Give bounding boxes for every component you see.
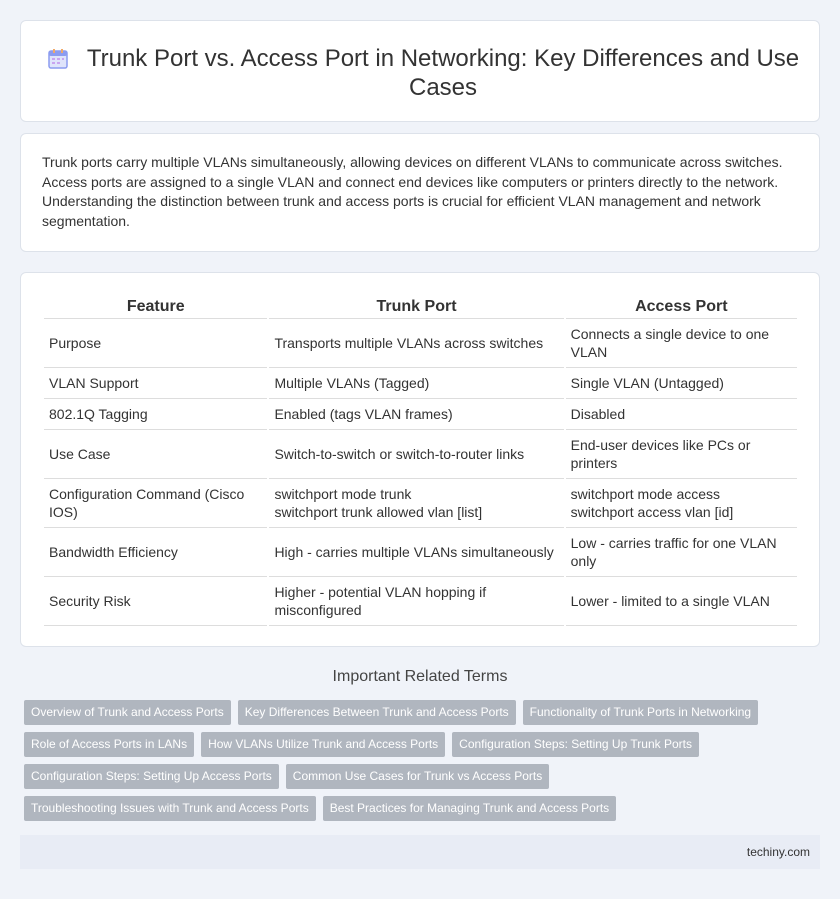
- table-cell: Use Case: [44, 430, 267, 479]
- config-command-line: switchport mode trunk: [274, 486, 412, 502]
- table-cell: Low - carries traffic for one VLAN only: [566, 528, 797, 577]
- table-cell: Security Risk: [44, 577, 267, 626]
- table-cell: Enabled (tags VLAN frames): [269, 399, 563, 430]
- table-cell: [566, 479, 797, 528]
- footer: [20, 835, 820, 869]
- table-row: [44, 479, 797, 528]
- comparison-table: [42, 295, 799, 626]
- related-tag[interactable]: Key Differences Between Trunk and Access Ports: [238, 700, 516, 725]
- table-cell: Transports multiple VLANs across switches: [269, 319, 563, 368]
- related-tag[interactable]: Configuration Steps: Setting Up Access Ports: [24, 764, 279, 789]
- intro-text: Trunk ports carry multiple VLANs simultaneously, allowing devices on different VLANs to communicate across switches. Access ports are assigned to a single VLAN and connect end devices like computers or printers directly to the network. Understanding the distinction between trunk and access ports is crucial for efficient VLAN management and network segmentation.: [42, 154, 783, 229]
- related-tags: [24, 700, 824, 828]
- comparison-table-card: [20, 272, 820, 647]
- calendar-icon: [47, 48, 69, 70]
- table-cell: Multiple VLANs (Tagged): [269, 368, 563, 399]
- table-header: Access Port: [566, 295, 797, 319]
- config-command-line: switchport trunk allowed vlan [list]: [274, 504, 483, 520]
- table-cell: VLAN Support: [44, 368, 267, 399]
- header-card: [20, 20, 820, 122]
- table-row: [44, 528, 797, 577]
- table-cell: Bandwidth Efficiency: [44, 528, 267, 577]
- table-cell: [269, 479, 563, 528]
- table-header: Feature: [44, 295, 267, 319]
- table-cell: Disabled: [566, 399, 797, 430]
- related-tag[interactable]: Common Use Cases for Trunk vs Access Ports: [286, 764, 549, 789]
- related-tag[interactable]: Best Practices for Managing Trunk and Access Ports: [323, 796, 616, 821]
- table-cell: Lower - limited to a single VLAN: [566, 577, 797, 626]
- table-row: [44, 399, 797, 430]
- table-header: Trunk Port: [269, 295, 563, 319]
- intro-card: [20, 133, 820, 252]
- table-cell: Purpose: [44, 319, 267, 368]
- related-tag[interactable]: Configuration Steps: Setting Up Trunk Ports: [452, 732, 699, 757]
- related-tag[interactable]: How VLANs Utilize Trunk and Access Ports: [201, 732, 445, 757]
- config-command-line: switchport mode access: [570, 486, 721, 502]
- config-command-line: switchport access vlan [id]: [570, 504, 734, 520]
- table-cell: High - carries multiple VLANs simultaneously: [269, 528, 563, 577]
- table-row: [44, 577, 797, 626]
- table-row: [44, 368, 797, 399]
- table-row: [44, 319, 797, 368]
- table-cell: Higher - potential VLAN hopping if misconfigured: [269, 577, 563, 626]
- related-tag[interactable]: Functionality of Trunk Ports in Networking: [523, 700, 758, 725]
- related-tag[interactable]: Troubleshooting Issues with Trunk and Access Ports: [24, 796, 316, 821]
- related-terms-title: Important Related Terms: [332, 668, 508, 685]
- related-tag[interactable]: Role of Access Ports in LANs: [24, 732, 194, 757]
- table-cell: Switch-to-switch or switch-to-router links: [269, 430, 563, 479]
- footer-brand[interactable]: techiny.com: [746, 845, 810, 859]
- table-row: [44, 430, 797, 479]
- table-cell: 802.1Q Tagging: [44, 399, 267, 430]
- table-cell: Single VLAN (Untagged): [566, 368, 797, 399]
- table-cell: End-user devices like PCs or printers: [566, 430, 797, 479]
- related-tag[interactable]: Overview of Trunk and Access Ports: [24, 700, 231, 725]
- table-cell: Connects a single device to one VLAN: [566, 319, 797, 368]
- table-cell: Configuration Command (Cisco IOS): [44, 479, 267, 528]
- page-title: Trunk Port vs. Access Port in Networking: Key Differences and Use Cases: [86, 45, 800, 101]
